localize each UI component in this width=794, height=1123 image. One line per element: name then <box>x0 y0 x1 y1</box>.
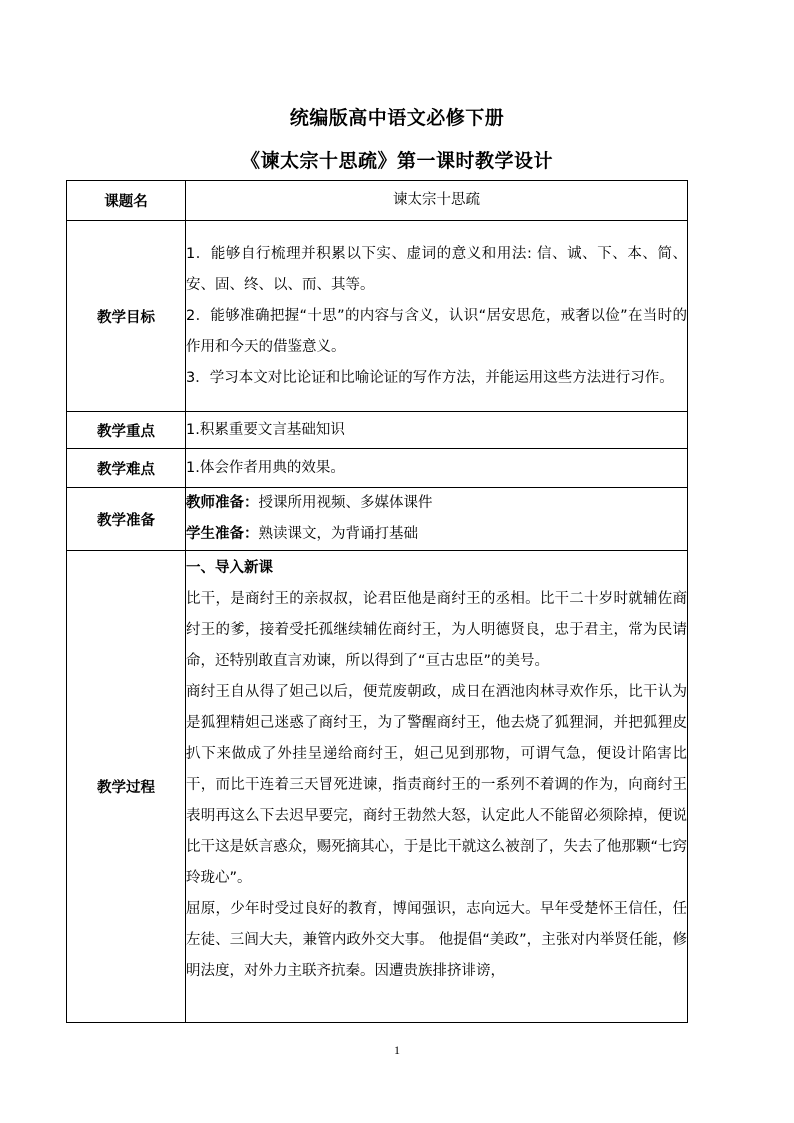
goals-label: 教学目标 <box>67 221 186 412</box>
difficulties-label: 教学难点 <box>67 449 186 488</box>
table-row-goals <box>67 221 688 412</box>
table-row-topic <box>67 181 688 221</box>
teacher-preparation-value: 授课所用视频、多媒体课件 <box>258 495 433 511</box>
table-row-process <box>67 551 688 1023</box>
goals-content <box>186 221 688 412</box>
topic-value: 谏太宗十思疏 <box>186 181 688 221</box>
difficulties-value: 1.体会作者用典的效果。 <box>186 449 688 488</box>
preparation-content <box>186 488 688 551</box>
student-preparation-label: 学生准备： <box>186 526 259 542</box>
process-content <box>186 551 688 1023</box>
process-heading: 一、导入新课 <box>186 560 273 576</box>
document-subtitle: 《谏太宗十思疏》第一课时教学设计 <box>240 150 553 172</box>
page-number: 1 <box>394 1043 400 1057</box>
process-label: 教学过程 <box>67 551 186 1023</box>
goal-item-2: 2．能够准确把握“十思”的内容与含义，认识“居安思危，戒奢以俭”在当时的作用和今天的借鉴意义。 <box>186 307 687 355</box>
table-row-difficulties <box>67 449 688 488</box>
lesson-plan-table <box>66 180 688 1023</box>
process-paragraph-3: 屈原，少年时受过良好的教育，博闻强识，志向远大。早年受楚怀王信任，任左徒、三闾大夫，兼管内政外交大事。 他提倡“美政”，主张对内举贤任能，修明法度，对外力主联齐抗秦。因遭贵族排挤诽谤， <box>186 901 687 979</box>
table-row-key-points <box>67 412 688 449</box>
key-points-label: 教学重点 <box>67 412 186 449</box>
teacher-preparation <box>186 488 687 519</box>
key-points-value: 1.积累重要文言基础知识 <box>186 412 688 449</box>
process-paragraph-1: 比干，是商纣王的亲叔叔，论君臣他是商纣王的丞相。比干二十岁时就辅佐商纣王的爹，接着受托孤继续辅佐商纣王，为人明德贤良，忠于君主，常为民请命，还特别敢直言劝谏，所以得到了“亘古忠臣”的美号。 <box>186 591 687 669</box>
goal-item-1: 1．能够自行梳理并积累以下实、虚词的意义和用法: 信、诚、下、本、简、安、固、终、以、而、其等。 <box>186 245 687 293</box>
preparation-label: 教学准备 <box>67 488 186 551</box>
topic-label: 课题名 <box>67 181 186 221</box>
teacher-preparation-label: 教师准备： <box>186 495 259 511</box>
student-preparation-value: 熟读课文，为背诵打基础 <box>258 526 418 542</box>
table-row-preparation <box>67 488 688 551</box>
document-title: 统编版高中语文必修下册 <box>289 107 505 129</box>
student-preparation <box>186 519 687 550</box>
goal-item-3: 3．学习本文对比论证和比喻论证的写作方法，并能运用这些方法进行习作。 <box>186 369 674 386</box>
process-paragraph-2: 商纣王自从得了妲己以后，便荒废朝政，成日在酒池肉林寻欢作乐，比干认为是狐狸精妲己迷惑了商纣王，为了警醒商纣王，他去烧了狐狸洞，并把狐狸皮扒下来做成了外挂呈递给商纣王，妲己见到那物，可谓气急，便设计陷害比干，而比干连着三天冒死进谏，指责商纣王的一系列不着调的作为，向商纣王表明再这么下去迟早要完，商纣王勃然大怒，认定此人不能留必须除掉，便说比干这是妖言惑众，赐死摘其心，于是比干就这么被剖了，失去了他那颗“七窍玲珑心”。 <box>186 684 687 886</box>
